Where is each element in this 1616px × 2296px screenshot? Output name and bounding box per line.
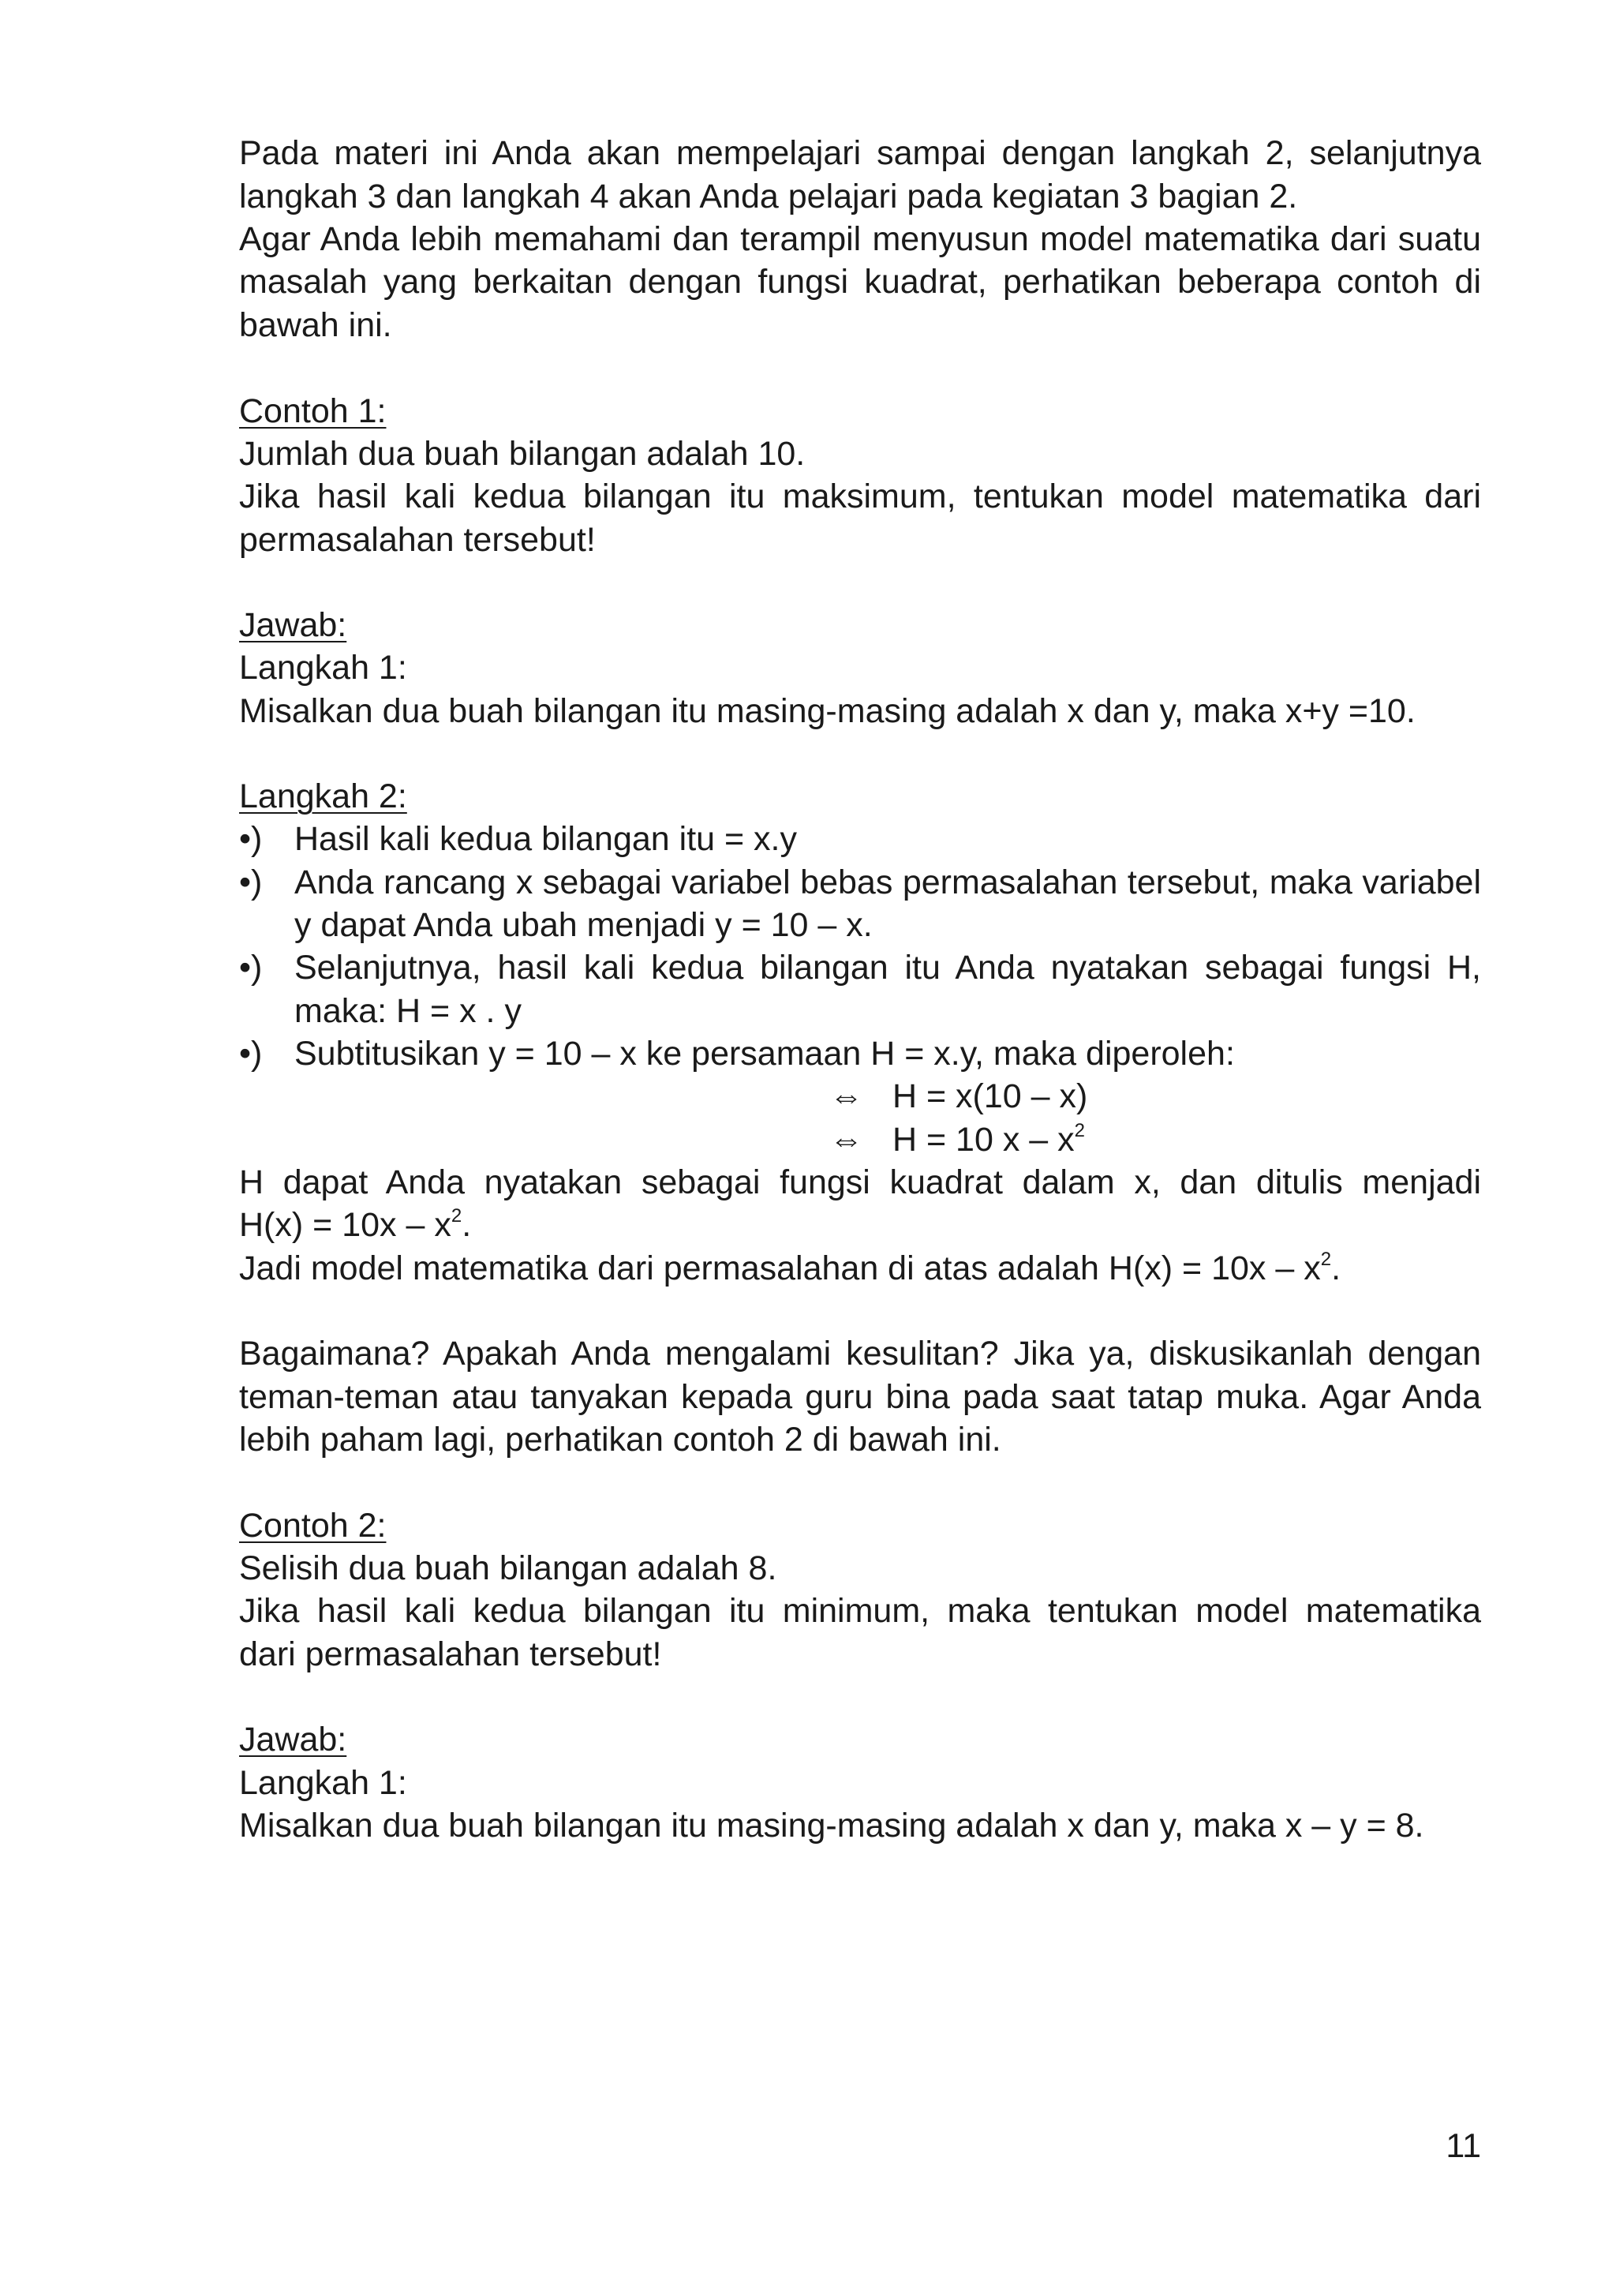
- equation-1-text: H = x(10 – x): [892, 1077, 1088, 1115]
- answer-2-heading-text: Jawab:: [239, 1721, 347, 1759]
- example-2-heading: [239, 1504, 1481, 1547]
- bullet-item-3-text-line-2: maka: H = x . y: [294, 992, 522, 1030]
- answer-2-step-1-text: Misalkan dua buah bilangan itu masing-masing adalah x dan y, maka x – y = 8.: [239, 1807, 1424, 1845]
- bullet-item-4-text: Subtitusikan y = 10 – x ke persamaan H = x.y, maka diperoleh:: [294, 1035, 1235, 1073]
- equivalence-arrow-icon: ⇔: [829, 1077, 863, 1115]
- document-page: [239, 0, 1481, 2296]
- intro-line-2: langkah 3 dan langkah 4 akan Anda pelajari pada kegiatan 3 bagian 2.: [239, 178, 1298, 215]
- equation-line-2: [829, 1118, 1085, 1161]
- equation-2-text: H = 10 x – x: [892, 1121, 1075, 1159]
- page-number: 11: [1446, 2127, 1481, 2165]
- transition-line-2: teman-teman atau tanyakan kepada guru bina pada saat tatap muka. Agar Anda: [239, 1378, 1481, 1416]
- conclusion-line-3-text: Jadi model matematika dari permasalahan di atas adalah H(x) = 10x – x: [239, 1249, 1321, 1287]
- bullet-marker: •): [239, 949, 263, 987]
- conclusion-line-3-exponent: 2: [1320, 1249, 1332, 1270]
- conclusion-line-1: H dapat Anda nyatakan sebagai fungsi kuadrat dalam x, dan ditulis menjadi: [239, 1163, 1481, 1201]
- bullet-item-2-text-line-2: y dapat Anda ubah menjadi y = 10 – x.: [294, 906, 873, 944]
- example-1-heading-text: Contoh 1:: [239, 392, 387, 430]
- bullet-item-1-text: Hasil kali kedua bilangan itu = x.y: [294, 820, 798, 858]
- answer-1-heading-text: Jawab:: [239, 606, 347, 644]
- bullet-marker: •): [239, 863, 263, 901]
- example-1-line-2: Jika hasil kali kedua bilangan itu maksimum, tentukan model matematika dari: [239, 478, 1481, 515]
- bullet-marker: •): [239, 1035, 263, 1073]
- conclusion-line-2-exponent: 2: [451, 1205, 462, 1227]
- answer-1-heading: [239, 604, 1481, 646]
- equation-2-exponent: 2: [1074, 1120, 1086, 1141]
- example-1-line-3: permasalahan tersebut!: [239, 521, 596, 559]
- intro-line-1: Pada materi ini Anda akan mempelajari sampai dengan langkah 2, selanjutnya: [239, 134, 1481, 172]
- example-2-heading-text: Contoh 2:: [239, 1507, 387, 1545]
- conclusion-line-2-end: .: [462, 1206, 472, 1244]
- answer-1-step-2-heading: [239, 775, 1481, 818]
- bullet-item-3-text-line-1: Selanjutnya, hasil kali kedua bilangan itu Anda nyatakan sebagai fungsi H,: [294, 949, 1481, 987]
- equation-line-1: [829, 1075, 1087, 1118]
- bullet-item-2-text-line-1: Anda rancang x sebagai variabel bebas permasalahan tersebut, maka variabel: [294, 863, 1481, 901]
- conclusion-line-3-end: .: [1331, 1249, 1341, 1287]
- conclusion-line-2: [239, 1204, 1481, 1246]
- conclusion-line-3: [239, 1247, 1481, 1290]
- example-1-heading: [239, 390, 1481, 433]
- intro-line-4: masalah yang berkaitan dengan fungsi kuadrat, perhatikan beberapa contoh di: [239, 263, 1481, 301]
- conclusion-line-2-text: H(x) = 10x – x: [239, 1206, 451, 1244]
- intro-line-5: bawah ini.: [239, 306, 392, 344]
- transition-line-3: lebih paham lagi, perhatikan contoh 2 di bawah ini.: [239, 1421, 1001, 1459]
- answer-1-step-2-heading-text: Langkah 2:: [239, 777, 407, 815]
- example-2-line-2: Jika hasil kali kedua bilangan itu minimum, maka tentukan model matematika: [239, 1592, 1481, 1630]
- transition-line-1: Bagaimana? Apakah Anda mengalami kesulitan? Jika ya, diskusikanlah dengan: [239, 1335, 1481, 1373]
- example-2-line-3: dari permasalahan tersebut!: [239, 1635, 662, 1673]
- answer-1-step-1-heading: Langkah 1:: [239, 649, 407, 687]
- intro-line-3: Agar Anda lebih memahami dan terampil menyusun model matematika dari suatu: [239, 220, 1481, 258]
- example-2-line-1: Selisih dua buah bilangan adalah 8.: [239, 1549, 777, 1587]
- example-1-line-1: Jumlah dua buah bilangan adalah 10.: [239, 435, 806, 473]
- answer-1-step-1-text: Misalkan dua buah bilangan itu masing-masing adalah x dan y, maka x+y =10.: [239, 692, 1416, 730]
- answer-2-step-1-heading: Langkah 1:: [239, 1764, 407, 1802]
- equivalence-arrow-icon: ⇔: [829, 1121, 863, 1159]
- bullet-marker: •): [239, 820, 263, 858]
- answer-2-heading: [239, 1718, 1481, 1761]
